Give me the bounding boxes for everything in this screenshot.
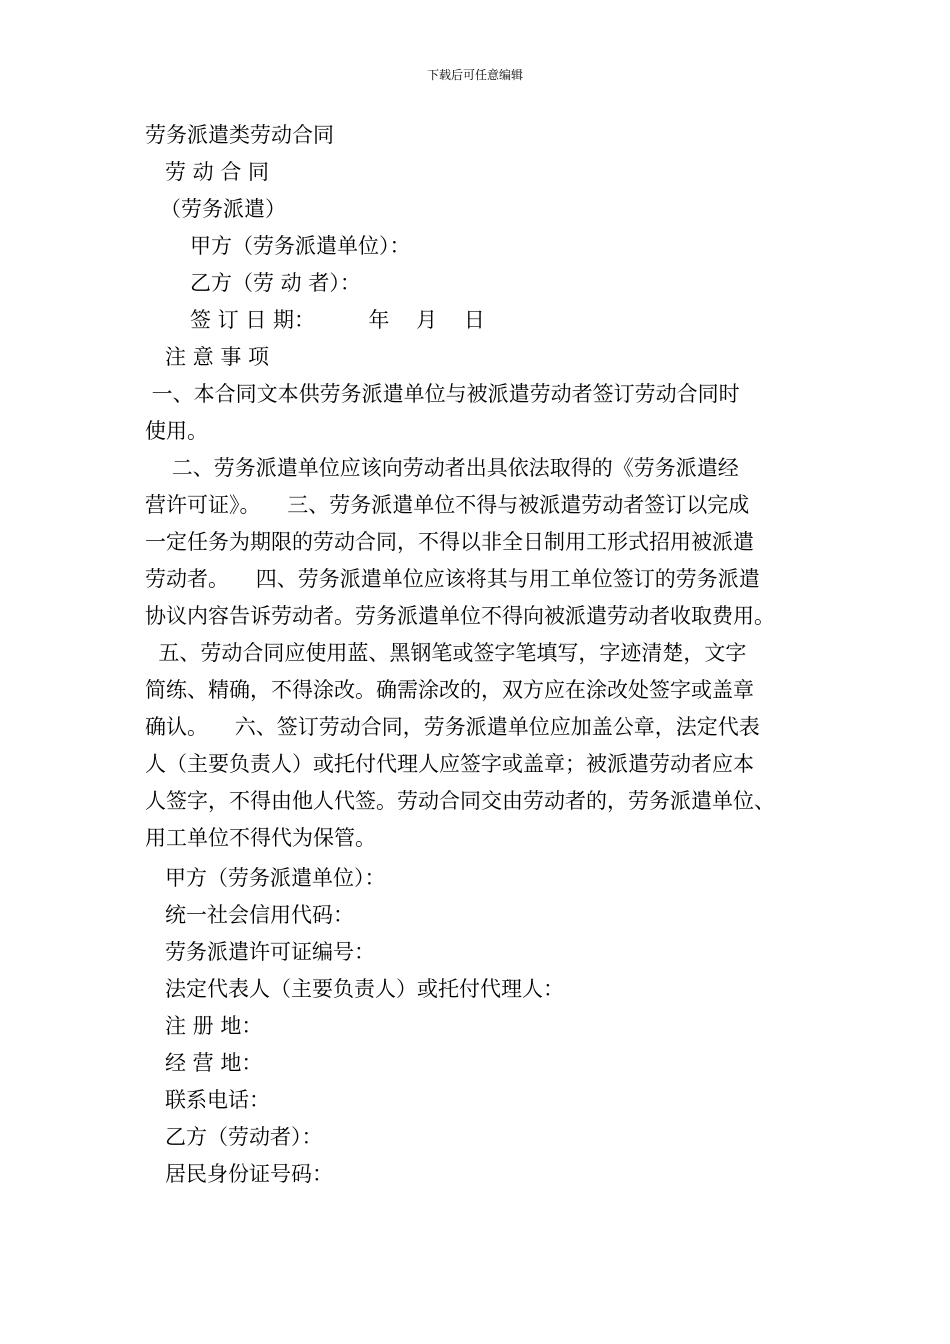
note-line: 二、劳务派遣单位应该向劳动者出具依法取得的《劳务派遣经 xyxy=(145,456,739,480)
legal-representative-label: 法定代表人（主要负责人）或托付代理人： xyxy=(165,977,564,1001)
note-line: 协议内容告诉劳动者。劳务派遣单位不得向被派遣劳动者收取费用。 xyxy=(145,604,775,628)
party-b-cover-label: 乙方（劳 动 者）： xyxy=(190,271,361,295)
page-header: 下载后可任意编辑 xyxy=(426,68,523,82)
document-title: 劳务派遣类劳动合同 xyxy=(145,123,334,147)
business-address-label: 经 营 地： xyxy=(165,1051,263,1075)
registered-address-label: 注 册 地： xyxy=(165,1014,263,1038)
credit-code-label: 统一社会信用代码： xyxy=(165,903,354,927)
party-a-label: 甲方（劳务派遣单位）： xyxy=(165,866,386,890)
notes-heading: 注 意 事 项 xyxy=(165,345,270,369)
id-number-label: 居民身份证号码： xyxy=(165,1162,333,1186)
note-line: 用工单位不得代为保管。 xyxy=(145,826,376,850)
note-line: 简练、精确，不得涂改。确需涂改的，双方应在涂改处签字或盖章 xyxy=(145,678,754,702)
note-line: 确认。 六、签订劳动合同，劳务派遣单位应加盖公章，法定代表 xyxy=(145,715,760,739)
note-line: 人签字，不得由他人代签。劳动合同交由劳动者的，劳务派遣单位、 xyxy=(145,789,775,813)
note-line: 一、本合同文本供劳务派遣单位与被派遣劳动者签订劳动合同时 xyxy=(145,382,740,406)
phone-label: 联系电话： xyxy=(165,1088,270,1112)
note-line: 一定任务为期限的劳动合同，不得以非全日制用工形式招用被派遣 xyxy=(145,530,754,554)
note-line: 劳动者。 四、劳务派遣单位应该将其与用工单位签订的劳务派遣 xyxy=(145,567,760,591)
party-b-label: 乙方（劳动者）： xyxy=(165,1125,323,1149)
license-number-label: 劳务派遣许可证编号： xyxy=(165,940,375,964)
note-line: 使用。 xyxy=(145,419,208,443)
note-line: 人（主要负责人）或托付代理人应签字或盖章；被派遣劳动者应本 xyxy=(145,752,754,776)
contract-heading: 劳 动 合 同 xyxy=(165,160,270,184)
party-a-cover-label: 甲方（劳务派遣单位）： xyxy=(190,234,411,258)
contract-subheading: （劳务派遣） xyxy=(160,197,286,221)
note-line: 五、劳动合同应使用蓝、黑钢笔或签字笔填写，字迹清楚，文字 xyxy=(145,641,747,665)
signing-date-label: 签 订 日 期： 年 月 日 xyxy=(190,308,485,332)
note-line: 营许可证》。 三、劳务派遣单位不得与被派遣劳动者签订以完成 xyxy=(145,493,750,517)
